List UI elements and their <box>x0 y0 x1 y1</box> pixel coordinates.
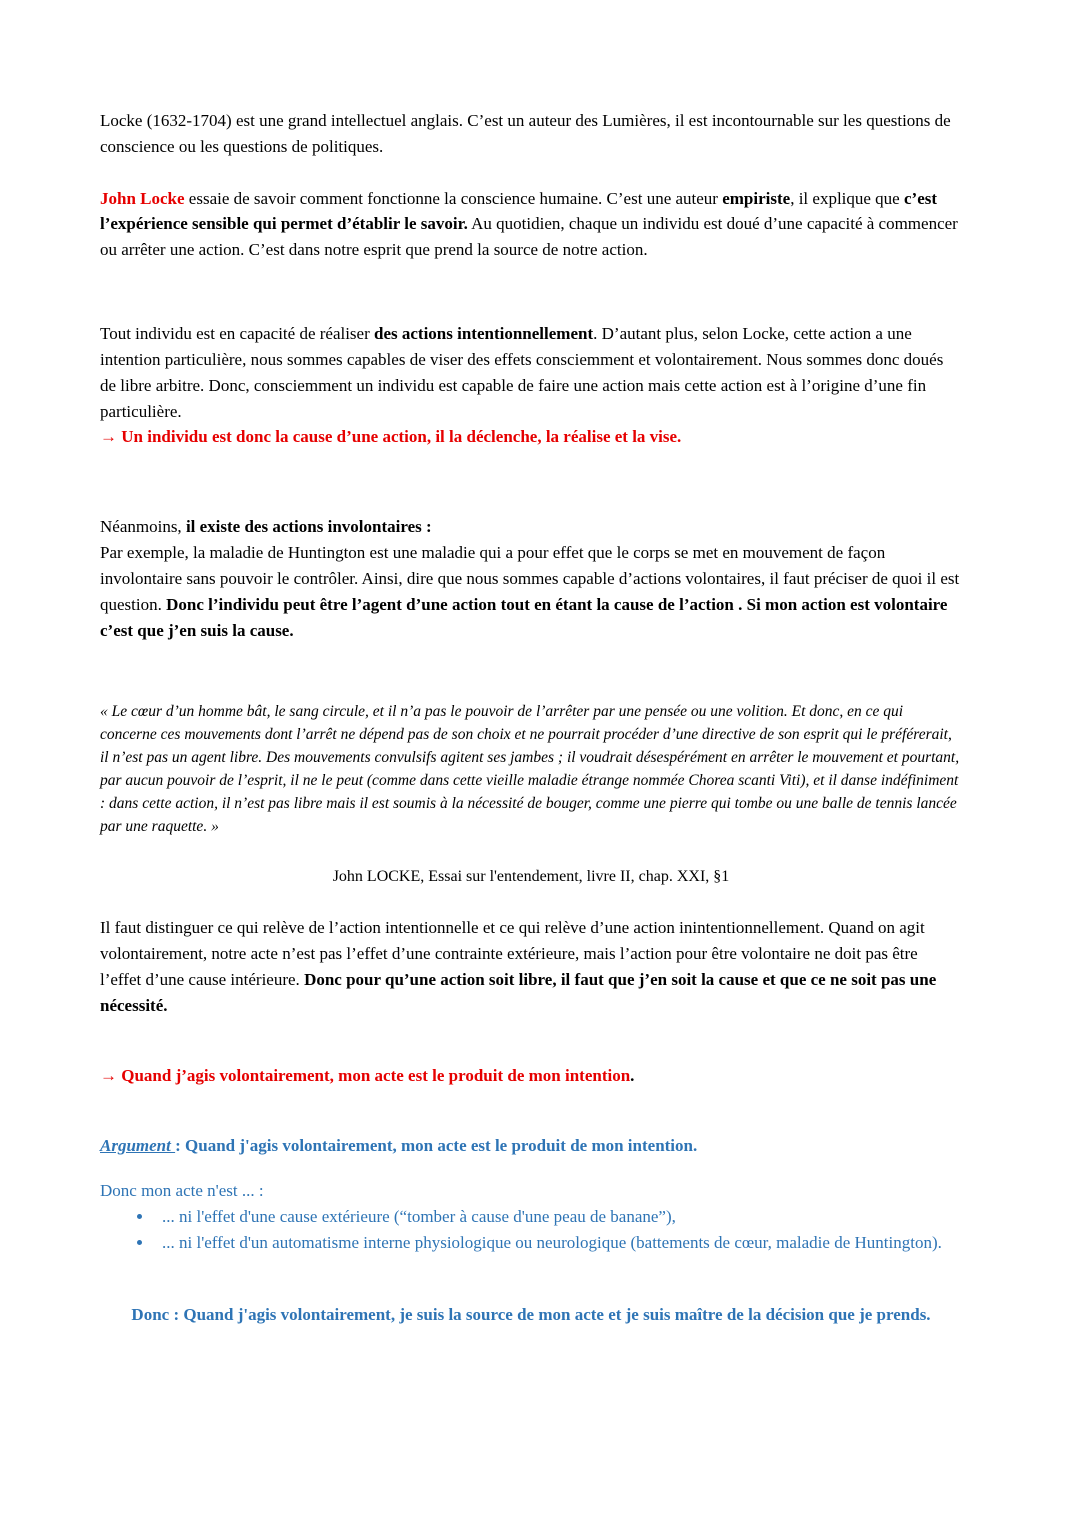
text-run-bold: Donc l’individu peut être l’agent d’une action tout en étant la cause de l’action . Si mon action est volontaire c’est que j’en suis la cause. <box>100 594 948 640</box>
text-run: Locke (1632-1704) est une grand intellectuel anglais. C’est un auteur des Lumières, il est incontournable sur les questions de conscience ou les questions de politiques. <box>100 111 951 156</box>
quote-attribution <box>100 865 962 889</box>
paragraph-arrow-cause <box>100 424 962 450</box>
quote-text-run: « Le cœur d’un homme bât, le sang circule, et il n’a pas le pouvoir de l’arrêter par une pensée ou une volition. Et donc, en ce qui concerne ces mouvements dont l’arrêt ne dépend pas de son choix et ne pourrait procéder d’une directive de son esprit qui le préférerait, il n’est pas un agent libre. Des mouvements convulsifs agitent ses jambes ; il voudrait désespérément en arrêter le mouvement et pourtant, par aucun pouvoir de l’esprit, il ne le peut (comme dans cette vieille maladie étrange nommée Chorea scanti Viti), et il danse indéfiniment : dans cette action, il n’est pas libre mais il est soumis à la nécessité de bouger, comme une pierre qui tombe ou une balle de tennis lancée par une raquette. » <box>100 703 960 836</box>
list-item <box>154 1230 962 1256</box>
paragraph-argument <box>100 1133 962 1159</box>
argument-label: Argument <box>100 1135 176 1155</box>
text-run-bold: Donc pour qu’une action soit libre, il faut que j’en soit la cause et que ce ne soit pas une nécessité. <box>100 970 937 1015</box>
locke-quote <box>100 701 962 839</box>
paragraph-intro <box>100 108 962 160</box>
argument-text-run: : Quand j'agis volontairement, mon acte est le produit de mon intention. <box>175 1135 698 1155</box>
text-run-bold: il existe des actions involontaires : <box>185 517 432 537</box>
conclusion-text-run: Donc : Quand j'agis volontairement, je suis la source de mon acte et je suis maître de la décision que je prends. <box>131 1304 931 1324</box>
text-run-bold: des actions intentionnellement <box>374 324 594 344</box>
paragraph-donc-intro <box>100 1178 962 1204</box>
list-item <box>154 1204 962 1230</box>
paragraph-distinguer <box>100 915 962 1018</box>
paragraph-neanmoins <box>100 514 962 540</box>
attribution-run: John LOCKE, Essai sur l'entendement, livre II, chap. XXI, §1 <box>332 868 730 886</box>
argument-bullet-list <box>100 1204 962 1256</box>
text-run: , il explique que <box>790 188 904 208</box>
text-run: Tout individu est en capacité de réaliser <box>100 324 375 344</box>
text-run-bold: empiriste <box>722 188 791 208</box>
red-conclusion-run: → Un individu est donc la cause d’une action, il la déclenche, la réalise et la vise. <box>100 427 682 447</box>
text-run: Donc mon acte n'est ... : <box>100 1181 264 1201</box>
paragraph-huntington <box>100 540 962 643</box>
text-run: Il faut distinguer ce qui relève de l’action intentionnelle et ce qui relève d’une action inintentionnellement. Quand on agit volontairement, notre acte n’est pas l’effet d’une contrainte extérieure, mais l’action pour être volontaire ne doit pas être l’effet d’une cause intérieure. <box>100 918 925 990</box>
text-run: Néanmoins, <box>100 517 186 537</box>
text-run: . D’autant plus, selon Locke, cette action a une intention particulière, nous sommes capables de viser des effets consciemment et volontairement. Nous sommes donc doués de libre arbitre. Donc, consciemment un individu est capable de faire une action mais cette action est à l’origine d’une fin particulière. <box>100 324 944 421</box>
text-run-bold: . <box>630 1065 635 1085</box>
bullet-text-run: ... ni l'effet d'une cause extérieure (“tomber à cause d'une peau de banane”), <box>162 1207 676 1227</box>
red-conclusion-run: → Quand j’agis volontairement, mon acte est le produit de mon intention <box>100 1065 631 1085</box>
bullet-text-run: ... ni l'effet d'un automatisme interne physiologique ou neurologique (battements de cœur, maladie de Huntington). <box>162 1232 942 1252</box>
text-run: essaie de savoir comment fonctionne la conscience humaine. C’est une auteur <box>184 188 723 208</box>
text-run: Au quotidien, chaque un individu est doué d’une capacité à commencer ou arrêter une action. C’est dans notre esprit que prend la source de notre action. <box>100 214 958 260</box>
paragraph-arrow-intention <box>100 1063 962 1089</box>
paragraph-conclusion <box>100 1302 962 1328</box>
john-locke-name: John Locke <box>100 188 185 208</box>
text-run-bold: c’est l’expérience sensible qui permet d’établir le savoir. <box>100 188 938 234</box>
paragraph-john-locke <box>100 186 962 263</box>
text-run: Par exemple, la maladie de Huntington est une maladie qui a pour effet que le corps se met en mouvement de façon involontaire sans pouvoir le contrôler. Ainsi, dire que nous sommes capable d’actions volontaires, il faut préciser de quoi il est question. <box>100 543 960 614</box>
paragraph-intentional-actions <box>100 321 962 424</box>
